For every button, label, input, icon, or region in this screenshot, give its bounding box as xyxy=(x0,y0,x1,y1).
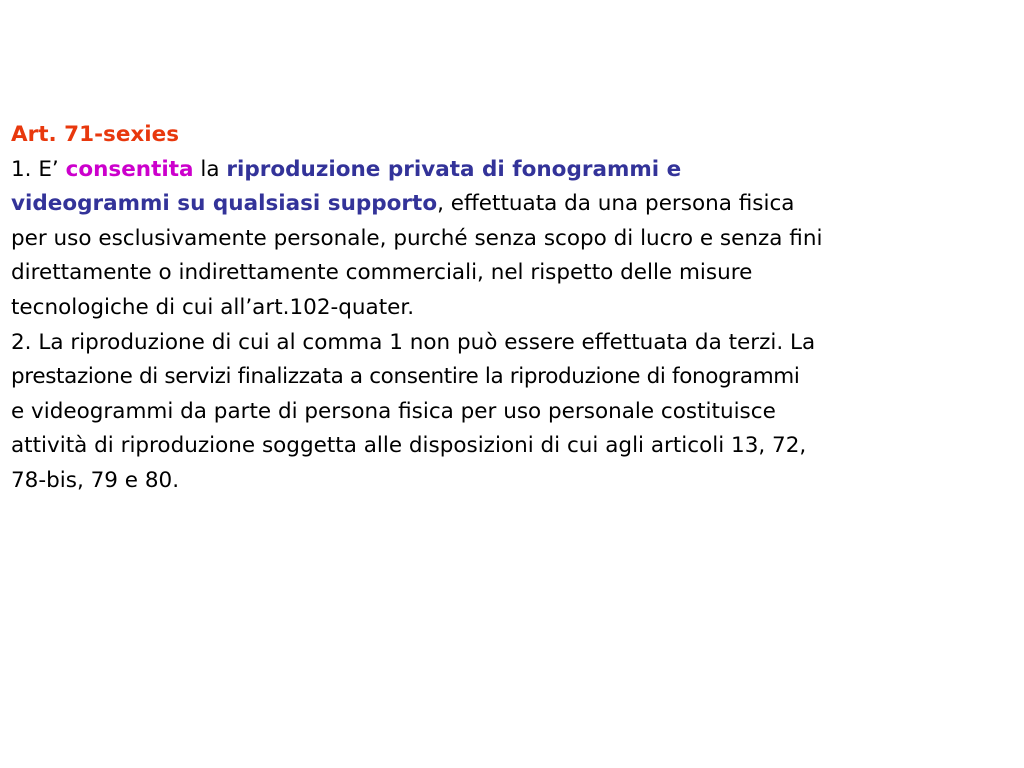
paragraph-1-line-3: per uso esclusivamente personale, purché senza scopo di lucro e senza fini xyxy=(11,225,823,251)
emphasis-riproduzione: riproduzione privata di fonogrammi e xyxy=(226,156,682,182)
paragraph-2-line-2: prestazione di servizi finalizzata a consentire la riproduzione di fonogrammi xyxy=(11,364,800,390)
paragraph-1-line-2-rest: , effettuata da una persona fisica xyxy=(437,191,795,217)
emphasis-videogrammi: videogrammi su qualsiasi supporto xyxy=(11,191,438,217)
paragraph-2-line-4: attività di riproduzione soggetta alle disposizioni di cui agli articoli 13, 72, xyxy=(11,433,807,459)
paragraph-1-line-2 xyxy=(11,187,1011,222)
paragraph-1-line-4: direttamente o indirettamente commerciali, nel rispetto delle misure xyxy=(11,260,753,286)
paragraph-2-line-1: 2. La riproduzione di cui al comma 1 non può essere effettuata da terzi. La xyxy=(11,329,816,355)
paragraph-1-prefix: 1. E’ xyxy=(11,156,66,182)
paragraph-1-line-5: tecnologiche di cui all’art.102-quater. xyxy=(11,294,415,320)
paragraph-2-line-5: 78-bis, 79 e 80. xyxy=(11,467,180,493)
article-title: Art. 71-sexies xyxy=(11,122,180,147)
slide-content xyxy=(11,118,1011,499)
paragraph-1-middle: la xyxy=(193,156,227,182)
paragraph-2-line-3: e videogrammi da parte di persona fisica per uso personale costituisce xyxy=(11,398,776,424)
paragraph-1-line-1 xyxy=(11,153,1011,188)
keyword-consentita: consentita xyxy=(65,156,194,182)
